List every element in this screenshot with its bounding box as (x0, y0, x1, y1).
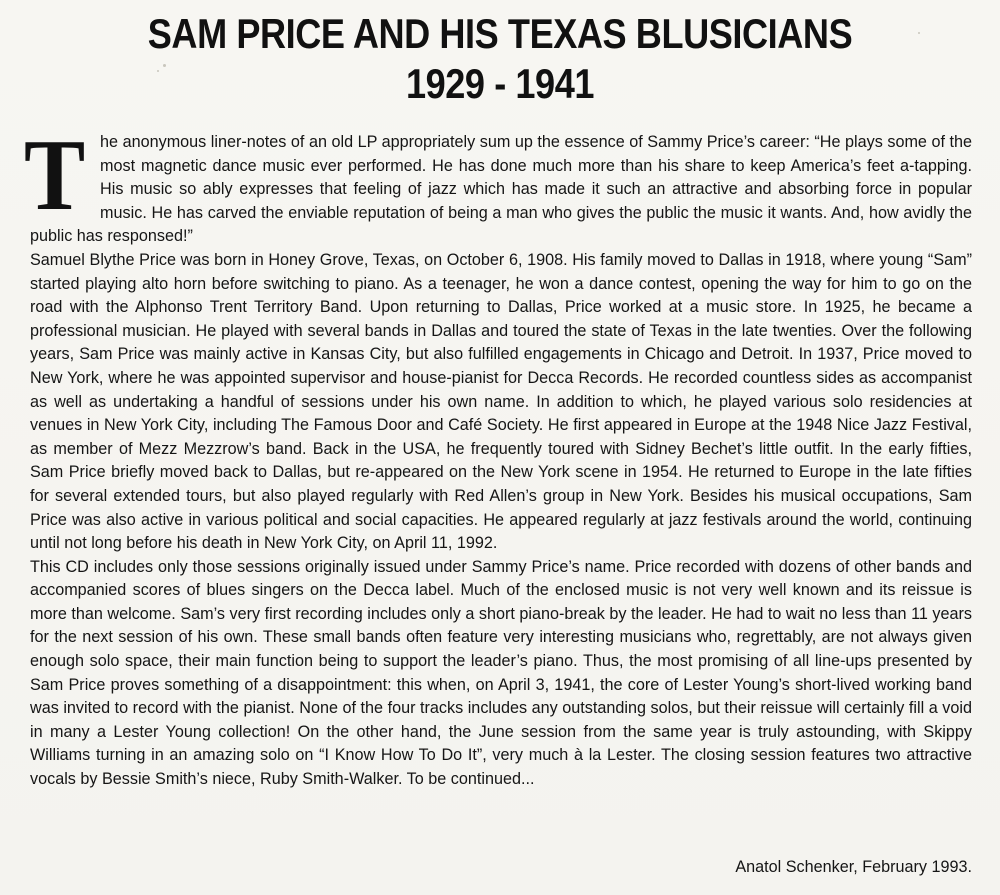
document-date-range: 1929 - 1941 (405, 60, 595, 107)
paragraph-intro (24, 119, 972, 249)
author-signature: Anatol Schenker, February 1993. (735, 858, 972, 876)
paragraph-intro-text: he anonymous liner-notes of an old LP appropriately sum up the essence of Sammy Price’s career: “He plays some of the most magnetic dance music ever performed. He has done much more than his share to keep America’s feet a-tapping. His music so ably expresses that feeling of jazz which has made it such an attractive and absorbing force in popular music. He has carved the enviable reputation of being a man who gives the public the music it wants. And, how avidly the public has responsed!” (30, 133, 972, 246)
drop-cap: T (24, 119, 86, 232)
paper-speck (918, 32, 920, 34)
paragraph-biography: Samuel Blythe Price was born in Honey Grove, Texas, on October 6, 1908. His family moved to Dallas in 1918, where young “Sam” started playing alto horn before switching to piano. As a teenager, he won a dance contest, opening the way for him to go on the road with the Alphonso Trent Territory Band. Upon returning to Dallas, Price worked at a music store. In 1925, he became a professional musician. He played with several bands in Dallas and toured the state of Texas in the late twenties. Over the following years, Sam Price was mainly active in Kansas City, but also fulfilled engagements in Chicago and Detroit. In 1937, Price moved to New York, where he was appointed supervisor and house-pianist for Decca Records. He recorded countless sides as accompanist as well as undertaking a handful of sessions under his own name. In addition to which, he played various solo residencies at venues in New York City, including The Famous Door and Café Society. He first appeared in Europe at the 1948 Nice Jazz Festival, as member of Mezz Mezzrow’s band. Back in the USA, he frequently toured with Sidney Bechet’s little outfit. In the early fifties, Sam Price briefly moved back to Dallas, but re-appeared on the New York scene in 1954. He returned to Europe in the late fifties for several extended tours, but also played regularly with Red Allen’s group in New York. Besides his musical occupations, Sam Price was also active in various political and social capacities. He appeared regularly at jazz festivals around the world, continuing until not long before his death in New York City, on April 11, 1992. (30, 250, 972, 553)
paper-speck (157, 70, 159, 72)
paragraph-cd-contents: This CD includes only those sessions originally issued under Sammy Price’s name. Price recorded with dozens of other bands and accompanied scores of blues singers on the Decca label. Much of the enclosed music is not very well known and its reissue is more than welcome. Sam’s very first recording includes only a short piano-break by the leader. He had to wait no less than 11 years for the next session of his own. These small bands often feature very interesting musicians who, regrettably, are not always given enough solo space, their main function being to support the leader’s piano. Thus, the most promising of all line-ups presented by Sam Price proves something of a disappointment: this when, on April 3, 1941, the core of Lester Young’s short-lived working band was invited to record with the pianist. None of the four tracks includes any outstanding solos, but their reissue will certainly fill a void in many a Lester Young collection! On the other hand, the June session from the same year is truly astounding, with Skippy Williams turning in an amazing solo on “I Know How To Do It”, very much à la Lester. The closing session features two attractive vocals by Bessie Smith’s niece, Ruby Smith-Walker. To be continued... (30, 557, 972, 789)
liner-notes-body (24, 119, 972, 792)
document-title: SAM PRICE AND HIS TEXAS BLUSICIANS (147, 10, 853, 57)
paper-speck (163, 64, 166, 67)
